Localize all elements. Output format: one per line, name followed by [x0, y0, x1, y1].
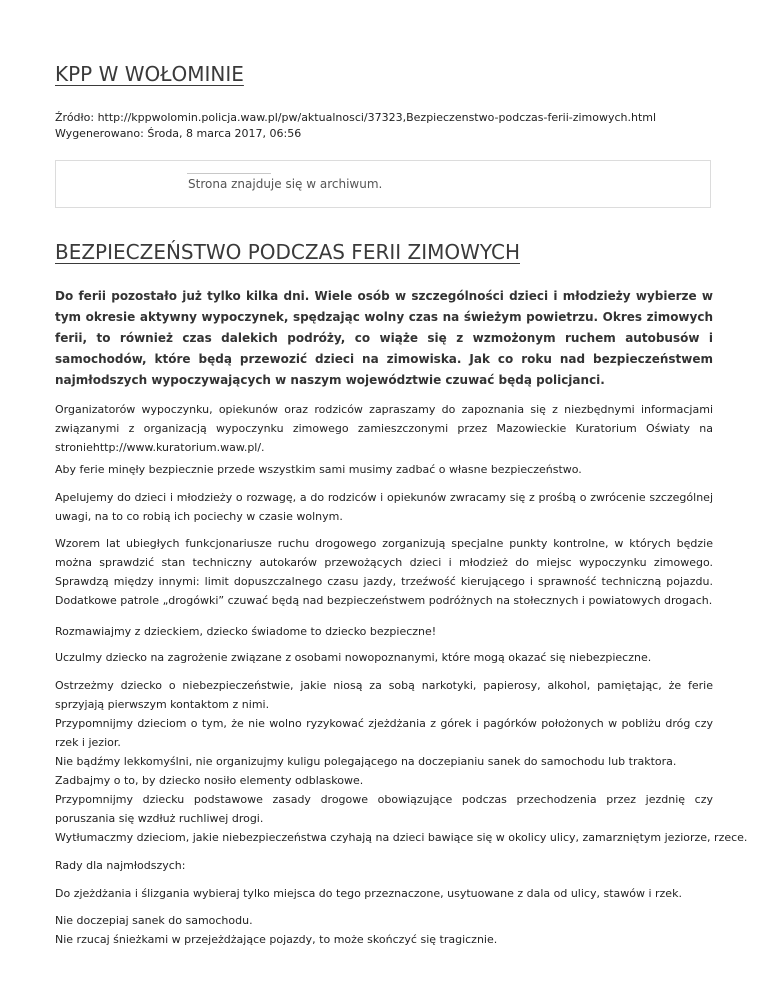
- paragraph-sledding-places: Do zjeżdżania i ślizgania wybieraj tylko miejsca do tego przeznaczone, usytuowane z dala od ulicy, stawów i rzek.: [55, 887, 682, 900]
- meta-info: [55, 110, 656, 142]
- archive-divider: [187, 173, 271, 174]
- paragraph-strangers: Uczulmy dziecko na zagrożenie związane z osobami nowopoznanymi, które mogą okazać się niebezpieczne.: [55, 651, 652, 664]
- article-lead: Do ferii pozostało już tylko kilka dni. Wiele osób w szczególności dzieci i młodzieży wybierze w tym okresie aktywny wypoczynek, spędzając wolny czas na świeżym powietrzu. Okres zimowych ferii, to również czas dalekich podróży, co wiąże się z wzmożonym ruchem autobusów i samochodów, które będą przewozić dzieci na zimowiska. Jak co roku nad bezpieczeństwem najmłodszych wypoczywających w naszym województwie czuwać będą policjanci.: [55, 289, 713, 387]
- archive-notice: [55, 160, 711, 208]
- paragraph-appeal: Apelujemy do dzieci i młodzieży o rozwagę, a do rodziców i opiekunów zwracamy się z prośbą o zwrócenie szczególnej uwagi, na to co robią ich pociechy w czasie wolnym.: [55, 491, 713, 523]
- paragraph-kids-advice-heading: Rady dla najmłodszych:: [55, 859, 186, 872]
- generated-line: Wygenerowano: Środa, 8 marca 2017, 06:56: [55, 127, 302, 140]
- archive-notice-text: Strona znajduje się w archiwum.: [188, 177, 383, 191]
- source-line: Źródło: http://kppwolomin.policja.waw.pl/pw/aktualnosci/37323,Bezpieczenstwo-podczas-ferii-zimowych.html: [55, 111, 657, 124]
- article-title[interactable]: BEZPIECZEŃSTWO PODCZAS FERII ZIMOWYCH: [55, 240, 520, 264]
- paragraph-road-rules: Przypomnijmy dziecku podstawowe zasady drogowe obowiązujące podczas przechodzenia przez jezdnię czy poruszania się wzdłuż ruchliwej drogi.: [55, 793, 713, 825]
- paragraph-organizers: Organizatorów wypoczynku, opiekunów oraz rodziców zapraszamy do zapoznania się z niezbędnymi informacjami związanymi z organizacją wypoczynku zimowego zamieszczonymi przez Mazowieckie Kuratorium Oświaty na stroniehttp://www.kuratorium.waw.pl/.: [55, 403, 713, 454]
- site-title[interactable]: KPP W WOŁOMINIE: [55, 62, 244, 86]
- paragraph-snowballs: Nie rzucaj śnieżkami w przejeżdżające pojazdy, to może skończyć się tragicznie.: [55, 933, 498, 946]
- paragraph-traffic-police: Wzorem lat ubiegłych funkcjonariusze ruchu drogowego zorganizują specjalne punkty kontrolne, w których będzie można sprawdzić stan techniczny autokarów przewożących dzieci i młodzież do miejsc wypoczynku zimowego. Sprawdzą między innymi: limit dopuszczalnego czasu jazdy, trzeźwość kierującego i sprawność techniczną pojazdu. Dodatkowe patrole „drogówki” czuwać będą nad bezpieczeństwem podróżnych na stołecznych i powiatowych drogach.: [55, 537, 713, 607]
- paragraph-dangers: Wytłumaczmy dzieciom, jakie niebezpieczeństwa czyhają na dzieci bawiące się w okolicy ulicy, zamarzniętym jeziorze, rzece.: [55, 831, 748, 844]
- paragraph-sledding-roads: Przypomnijmy dzieciom o tym, że nie wolno ryzykować zjeżdżania z górek i pagórków położonych w pobliżu dróg czy rzek i jezior.: [55, 717, 713, 749]
- paragraph-kulig: Nie bądźmy lekkomyślni, nie organizujmy kuligu polegającego na doczepianiu sanek do samochodu lub traktora.: [55, 755, 677, 768]
- paragraph-drugs-warning: Ostrzeżmy dziecko o niebezpieczeństwie, jakie niosą za sobą narkotyki, papierosy, alkohol, pamiętając, że ferie sprzyjają pierwszym kontaktom z nimi.: [55, 679, 713, 711]
- paragraph-safety: Aby ferie minęły bezpiecznie przede wszystkim sami musimy zadbać o własne bezpieczeństwo.: [55, 463, 582, 476]
- paragraph-talk: Rozmawiajmy z dzieckiem, dziecko świadome to dziecko bezpieczne!: [55, 625, 437, 638]
- paragraph-no-hitching: Nie doczepiaj sanek do samochodu.: [55, 914, 253, 927]
- paragraph-reflective: Zadbajmy o to, by dziecko nosiło elementy odblaskowe.: [55, 774, 364, 787]
